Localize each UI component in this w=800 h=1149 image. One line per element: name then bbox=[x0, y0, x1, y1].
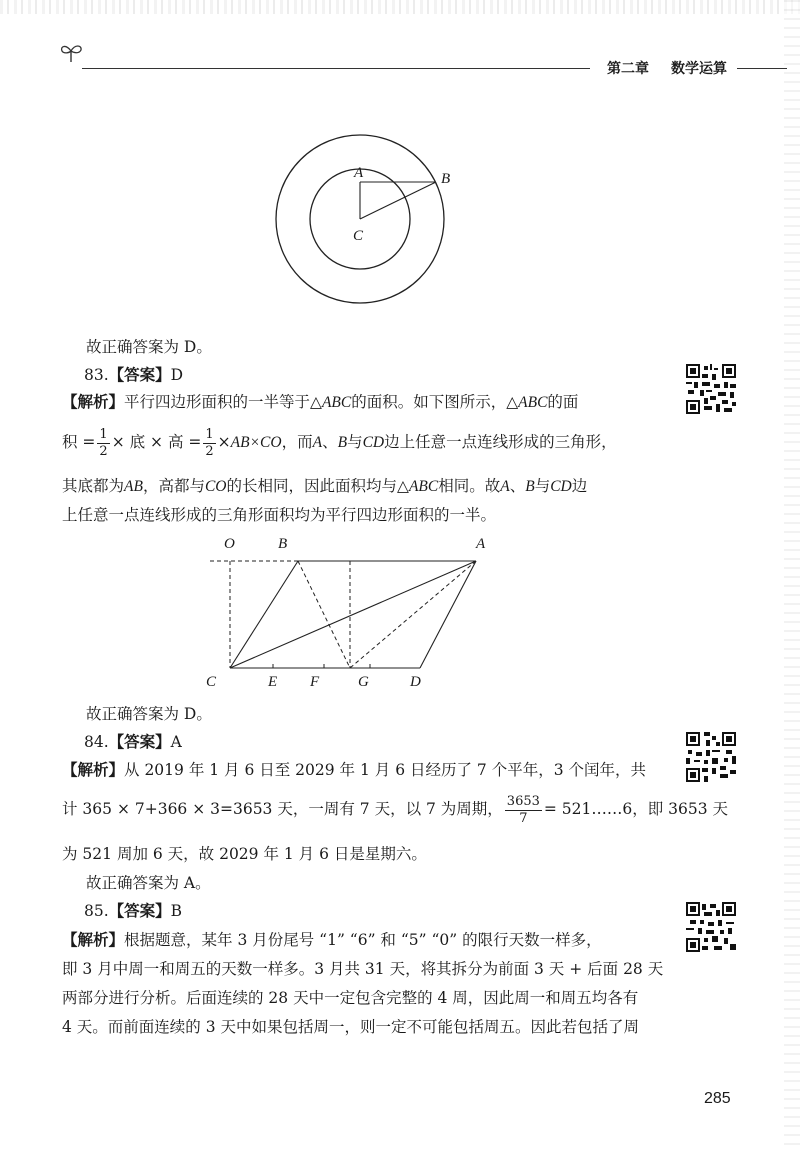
answer-line: 故正确答案为 D。 bbox=[86, 705, 212, 723]
answer-tag: 【答案】 bbox=[108, 365, 171, 384]
text-run: AB bbox=[124, 478, 143, 495]
label-g: G bbox=[358, 674, 369, 690]
fraction-numerator: 3653 bbox=[506, 793, 540, 809]
q84-line-4: 故正确答案为 A。 bbox=[86, 874, 211, 892]
scan-noise-edge bbox=[784, 0, 800, 1149]
parallelogram-figure bbox=[200, 528, 500, 693]
label-f: F bbox=[310, 674, 320, 690]
answer-tag: 【答案】 bbox=[108, 732, 171, 751]
analysis-tag: 【解析】 bbox=[62, 930, 125, 949]
text-run: ，高都与 bbox=[142, 477, 205, 495]
fraction-3653-7 bbox=[505, 794, 542, 827]
fraction-numerator: 1 bbox=[99, 426, 108, 442]
dashed-bg bbox=[298, 561, 350, 668]
answer-line: 故正确答案为 D。 bbox=[86, 338, 212, 356]
label-c: C bbox=[353, 228, 364, 244]
q84-number: 84. bbox=[84, 733, 109, 751]
segment-cb bbox=[360, 182, 436, 219]
text-run: 边上任意一点连线形成的三角形， bbox=[384, 433, 617, 451]
text-run: 积 = bbox=[62, 433, 96, 451]
text-run: 与 bbox=[534, 477, 551, 495]
q85-line-1 bbox=[62, 929, 602, 951]
q85-heading bbox=[84, 900, 182, 922]
text-run: B bbox=[525, 478, 535, 495]
q84-line-1 bbox=[62, 759, 646, 781]
chapter-title: 数学运算 bbox=[671, 61, 727, 77]
q83-line-4: 上任意一点连线形成的三角形面积均为平行四边形面积的一半。 bbox=[62, 506, 497, 524]
q85-line-4: 4 天。而前面连续的 3 天中如果包括周一，则一定不可能包括周五。因此若包括了周 bbox=[62, 1018, 640, 1036]
text-run: 、 bbox=[322, 433, 338, 451]
text-run: 根据题意，某年 3 月份尾号 “1” “6” 和 “5” “0” 的限行天数一样多， bbox=[124, 931, 602, 949]
q84-line-3: 为 521 周加 6 天，故 2029 年 1 月 6 日是星期六。 bbox=[62, 845, 427, 863]
fraction-denominator: 2 bbox=[99, 443, 108, 459]
q85-line-2: 即 3 月中周一和周五的天数一样多。3 月共 31 天，将其拆分为前面 3 天 + 后面 28 天 bbox=[62, 960, 664, 978]
text-run: × bbox=[217, 433, 231, 451]
label-a: A bbox=[354, 165, 364, 181]
analysis-tag: 【解析】 bbox=[62, 760, 125, 779]
qr-code-icon[interactable] bbox=[686, 364, 736, 414]
label-b: B bbox=[278, 536, 288, 552]
segment-da bbox=[420, 561, 476, 668]
text-run: ABC bbox=[321, 394, 352, 411]
text-run: ，而 bbox=[281, 433, 313, 451]
text-run: B bbox=[337, 434, 348, 451]
text-run: 、 bbox=[509, 477, 526, 495]
text-run: 平行四边形面积的一半等于△ bbox=[124, 393, 322, 411]
text-run: × 底 × 高 = bbox=[111, 433, 202, 451]
text-run: 的长相同，因此面积均与△ bbox=[226, 477, 409, 495]
text-run: 与 bbox=[347, 433, 363, 451]
text-run: AB×CO bbox=[230, 434, 282, 451]
fraction-denominator: 7 bbox=[519, 810, 528, 826]
segment-cb bbox=[230, 561, 298, 668]
fraction-half bbox=[203, 427, 215, 460]
text-run: CO bbox=[204, 478, 227, 495]
q83-heading bbox=[84, 364, 183, 386]
dashed-ag bbox=[350, 561, 476, 668]
text-run: A bbox=[500, 478, 510, 495]
label-a: A bbox=[476, 536, 486, 552]
label-c: C bbox=[206, 674, 217, 690]
segment-ca bbox=[230, 561, 476, 668]
fraction-denominator: 2 bbox=[205, 443, 214, 459]
q85-line-3: 两部分进行分析。后面连续的 28 天中一定包含完整的 4 周，因此周一和周五均各有 bbox=[62, 989, 639, 1007]
text-run: 计 365 × 7+366 × 3=3653 天，一周有 7 天，以 7 为周期， bbox=[62, 800, 503, 818]
analysis-tag: 【解析】 bbox=[62, 392, 125, 411]
q85-number: 85. bbox=[84, 902, 109, 920]
text-run: 边 bbox=[571, 477, 588, 495]
answer-tag: 【答案】 bbox=[108, 901, 171, 920]
fraction-half bbox=[97, 427, 109, 460]
sprout-icon bbox=[58, 42, 88, 64]
q83-line-3 bbox=[62, 475, 587, 498]
q83-line-2 bbox=[62, 424, 617, 461]
text-run: ABC bbox=[408, 478, 439, 495]
qr-code-icon[interactable] bbox=[686, 732, 736, 782]
fraction-numerator: 1 bbox=[205, 426, 214, 442]
label-b: B bbox=[441, 171, 451, 187]
q83-answer: D bbox=[170, 366, 184, 384]
text-run: 的面 bbox=[547, 393, 579, 411]
circles-figure bbox=[270, 113, 500, 348]
text-run: 相同。故 bbox=[438, 477, 501, 495]
q84-heading bbox=[84, 731, 182, 753]
label-e: E bbox=[268, 674, 278, 690]
label-d: D bbox=[410, 674, 421, 690]
chapter-label: 第二章 bbox=[607, 61, 649, 77]
qr-code-icon[interactable] bbox=[686, 902, 736, 952]
text-run: CD bbox=[550, 478, 572, 495]
text-run: ABC bbox=[518, 394, 548, 411]
q85-answer: B bbox=[170, 902, 183, 920]
q83-number: 83. bbox=[84, 366, 109, 384]
text-run: 其底都为 bbox=[62, 477, 125, 495]
header-rule-right bbox=[737, 68, 787, 69]
label-o: O bbox=[224, 536, 235, 552]
text-run: A bbox=[312, 434, 323, 451]
q84-answer: A bbox=[170, 733, 182, 751]
scan-noise-top bbox=[0, 0, 800, 14]
text-run: 的面积。如下图所示，△ bbox=[351, 393, 519, 411]
q84-line-2 bbox=[62, 790, 728, 828]
text-run: 从 2019 年 1 月 6 日至 2029 年 1 月 6 日经历了 7 个平年，3 个闰年，共 bbox=[124, 761, 646, 779]
text-run: CD bbox=[362, 434, 385, 451]
header-rule bbox=[82, 68, 590, 69]
q83-line-1 bbox=[62, 391, 578, 414]
page-number: 285 bbox=[704, 1090, 731, 1107]
text-run: = 521……6，即 3653 天 bbox=[543, 800, 729, 818]
